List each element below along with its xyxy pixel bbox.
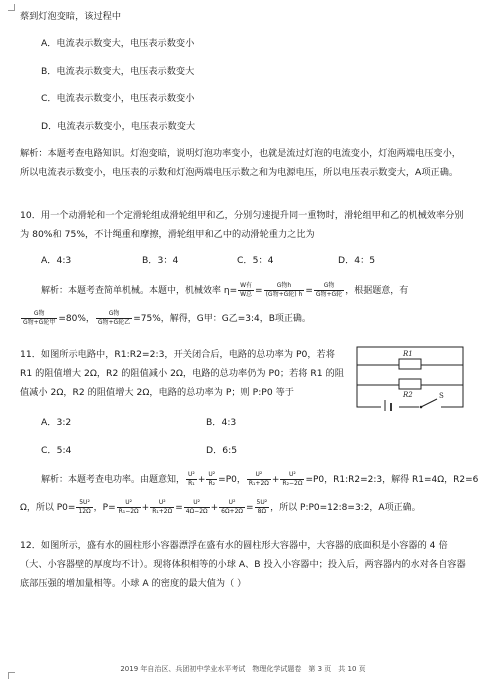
frac-g2-den: G物+G轮	[315, 291, 343, 298]
frac-p-a: $\frac{\text{U²}}{\text{R₁−2Ω}}$	[118, 499, 139, 515]
resistor-r1	[399, 359, 421, 369]
q10-analysis-line2	[20, 310, 311, 327]
frac-p0: $\frac{\text{5U²}}{12\Omega}$	[78, 499, 91, 515]
frac-jia-den: G物+G轮甲	[23, 319, 56, 326]
frac-yi-den: G物+G轮乙	[97, 319, 131, 326]
switch-contact	[420, 406, 423, 409]
q11-p-label: ，P=	[93, 503, 116, 513]
question-11-stem: 11．如图所示电路中，R1:R2=2:3，开关闭合后，电路的总功率为 P0，若将 R1 的阻值增大 2Ω，R2 的阻值减小 2Ω，电路的总功率仍为 P0；若将 R1 的阻值减小 2Ω，R2 的阻值增大 2Ω，电路的总功率为 P；则 P:P0 等于	[20, 349, 344, 398]
q11-option-a: A．3:2	[41, 417, 72, 428]
q11-option-d: D．6:5	[206, 445, 238, 456]
q10-analysis-head: 解析：本题考查简单机械。本题中，机械效率 η=	[41, 286, 238, 296]
frac-g1-num: G物h	[264, 282, 305, 291]
q10-option-b: B．3：4	[142, 255, 179, 266]
q10-eq2: =75%，解得，G甲：G乙=3:4，B项正确。	[133, 314, 311, 324]
q10-option-a: A．4:3	[41, 255, 72, 266]
frac-jia	[21, 310, 57, 327]
frac-p-e: $\frac{\text{5U²}}{8\Omega}$	[256, 499, 268, 515]
frac-p-b: $\frac{\text{U²}}{\text{R₁+2Ω}}$	[152, 499, 173, 515]
frac-yi	[96, 310, 132, 327]
intro-line: 蔡到灯泡变暗，该过程中	[20, 11, 122, 22]
frac-g1	[264, 282, 305, 299]
option-a: A．电流表示数变大，电压表示数变小	[41, 38, 195, 49]
frac-w-den: W总	[240, 291, 253, 298]
resistor-r2	[399, 379, 421, 389]
q11-analysis-line2: Ω，所以 P0= $\frac{\text{5U²}}{12\Omega}$ ，P= $\frac{\text{U²}}{\text{R₁−2Ω}}$ + $\frac{\text{U²}}{\text{R₁+2Ω}}$ = $\frac{\text{U²}}{4\Omega-2\Omega}$ + $\frac{\text{U²}}{6\Omega+2\Omega}$ = $\frac{\text{5U²}}{8\Omega}$ ，所以 P:P0=12:8=3:2，A项正确。	[20, 499, 421, 515]
q11-analysis-head: 解析：本题考查电功率。由题意知，	[41, 475, 186, 485]
frac-p-d: $\frac{\text{U²}}{6\Omega+2\Omega}$	[221, 499, 243, 515]
frac-g1-den: (G物+G轮) h	[265, 291, 303, 298]
q11-option-b: B．4:3	[206, 417, 237, 428]
frac-g2-num: G物	[314, 282, 344, 291]
page-footer: 2019 年自治区、兵团初中学业水平考试 物理化学试题卷 第 3 页 共 10 页	[120, 665, 366, 673]
option-d: D．电流表示数变小，电压表示数变大	[41, 121, 196, 132]
frac-w	[238, 282, 254, 299]
option-b: B．电流表示数变大，电压表示数变大	[41, 66, 195, 77]
q10-option-c: C．5：4	[237, 255, 274, 266]
frac-jia-num: G物	[21, 310, 57, 319]
frac-u2-r1: $\frac{\text{U²}}{\text{R₁}}$	[188, 471, 195, 487]
analysis-prev: 解析：本题考查电路知识。灯泡变暗，说明灯泡功率变小，也就是流过灯泡的电流变小，灯泡两端电压变小，所以电流表示数变小，电压表的示数和灯泡两端电压示数之和为电源电压，所以电压表示数变大，A项正确。	[20, 148, 461, 178]
crop-mark-top-left	[8, 4, 15, 11]
r2-label: R2	[403, 391, 413, 399]
frac-w-num: W有	[240, 282, 253, 289]
frac-u2-r1p2: $\frac{\text{U²}}{\text{R₁+2Ω}}$	[248, 471, 269, 487]
question-12-stem: 12．如图所示，盛有水的圆柱形小容器漂浮在盛有水的圆柱形大容器中，大容器的底面积是小容器的 4 倍（大、小容器壁的厚度均不计）。现将体积相等的小球 A、B 投入小容器中；投入后，两容器内的水对各自容器底部压强的增加量相等。小球 A 的密度的最大值为（ ）	[20, 540, 466, 589]
q11-conclusion: ，所以 P:P0=12:8=3:2，A项正确。	[270, 503, 421, 513]
frac-g2	[314, 282, 344, 299]
r1-label: R1	[403, 350, 413, 358]
q10-eq1: =80%，	[58, 314, 95, 324]
question-10-stem: 10．用一个动滑轮和一个定滑轮组成滑轮组甲和乙，分别匀速提升同一重物时，滑轮组甲和乙的机械效率分别为 80%和 75%，不计绳重和摩擦，滑轮组甲和乙中的动滑轮重力之比为	[20, 210, 464, 240]
q11-p0-label: Ω，所以 P0=	[20, 503, 76, 513]
q10-analysis-line1: 解析：本题考查简单机械。本题中，机械效率 η= $\frac{\text{W有}}{\text{W总}}$ = $\frac{\text{G物h}}{\text{(G物+G轮) h}}$ = $\frac{\text{G物}}{\text{G物+G轮}}$ ，根据题意，有	[41, 282, 409, 298]
q10-option-d: D．4：5	[338, 255, 376, 266]
circuit-diagram	[355, 345, 467, 411]
q10-analysis-tail: ，根据题意，有	[345, 286, 409, 296]
frac-u2-r2m2: $\frac{\text{U²}}{\text{R₂−2Ω}}$	[282, 471, 303, 487]
frac-u2-r2: $\frac{\text{U²}}{\text{R₂}}$	[208, 471, 216, 487]
q11-eq1: =P0，	[218, 475, 246, 485]
q11-option-c: C．5:4	[41, 445, 72, 456]
frac-yi-num: G物	[96, 310, 132, 319]
q11-analysis-line1: 解析：本题考查电功率。由题意知， $\frac{\text{U²}}{\text{R₁}}$ + $\frac{\text{U²}}{\text{R₂}}$ =P0， $\frac{\text{U²}}{\text{R₁+2Ω}}$ + $\frac{\text{U²}}{\text{R₂−2Ω}}$ =P0，R1:R2=2:3，解得 R1=4Ω，R2=6	[41, 471, 479, 487]
option-c: C．电流表示数变小，电压表示数变小	[41, 93, 195, 104]
switch-label: S	[439, 392, 444, 400]
frac-p-c: $\frac{\text{U²}}{4\Omega-2\Omega}$	[185, 499, 208, 515]
q11-eq2: =P0，R1:R2=2:3，解得 R1=4Ω，R2=6	[305, 475, 479, 485]
